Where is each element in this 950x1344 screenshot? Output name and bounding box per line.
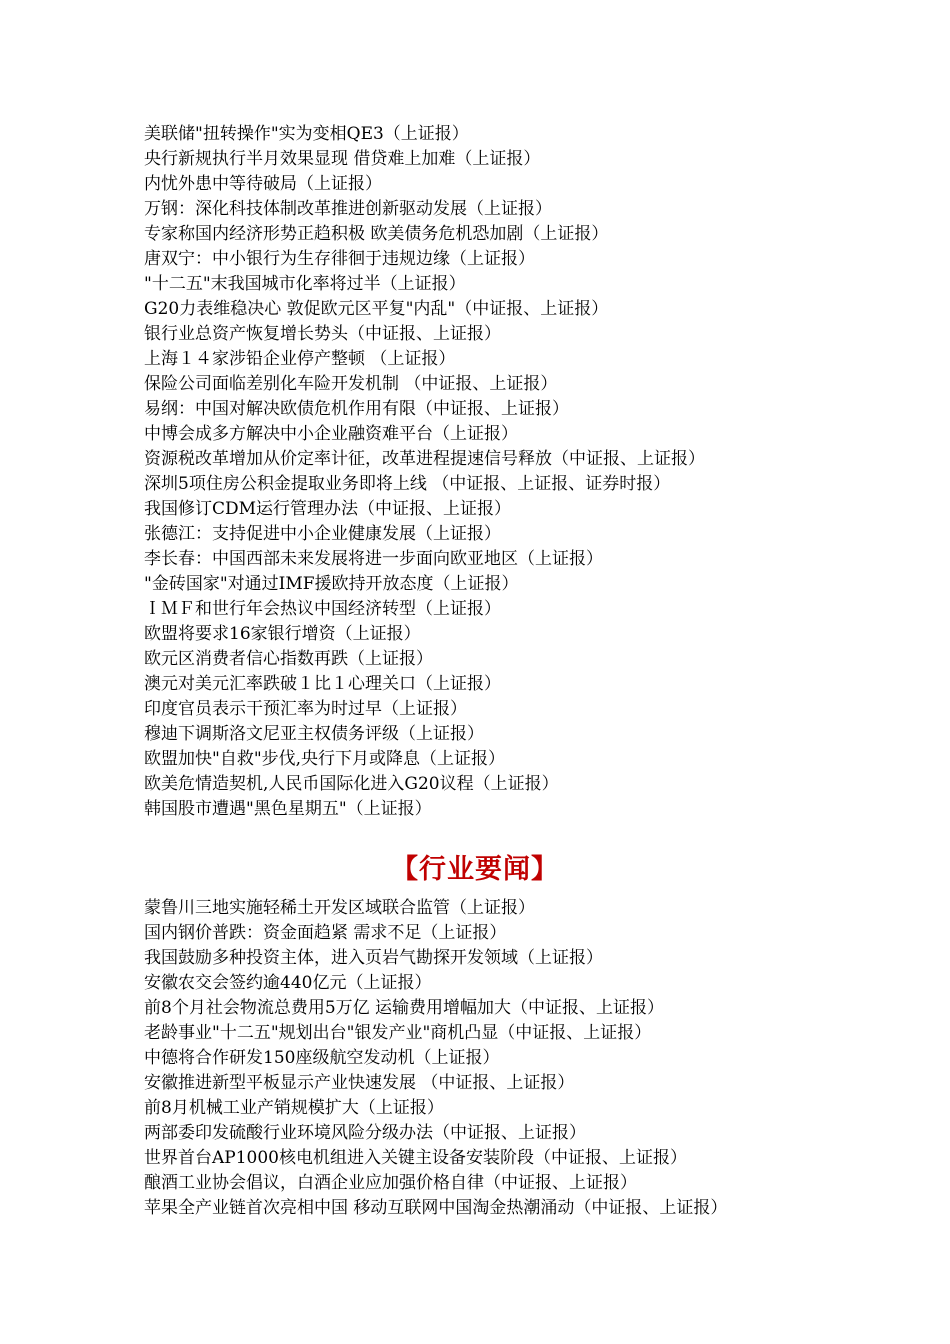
news-item: 李长春：中国西部未来发展将进一步面向欧亚地区（上证报） (144, 549, 603, 569)
news-item: 银行业总资产恢复增长势头（中证报、上证报） (144, 324, 501, 344)
news-item: ＩＭＦ和世行年会热议中国经济转型（上证报） (144, 599, 501, 619)
news-item: 内忧外患中等待破局（上证报） (144, 174, 382, 194)
news-item: 欧盟将要求16家银行增资（上证报） (144, 624, 421, 644)
news-item: 印度官员表示干预汇率为时过早（上证报） (144, 699, 467, 719)
news-item: 欧盟加快"自救"步伐,央行下月或降息（上证报） (144, 749, 506, 769)
news-item: 安徽农交会签约逾440亿元（上证报） (144, 973, 432, 993)
news-item: 前8月机械工业产销规模扩大（上证报） (144, 1098, 444, 1118)
news-item: 酿酒工业协会倡议，白酒企业应加强价格自律（中证报、上证报） (144, 1173, 637, 1193)
news-item: 穆迪下调斯洛文尼亚主权债务评级（上证报） (144, 724, 484, 744)
news-item: 两部委印发硫酸行业环境风险分级办法（中证报、上证报） (144, 1123, 586, 1143)
news-item: 我国修订CDM运行管理办法（中证报、上证报） (144, 499, 512, 519)
news-item: 唐双宁：中小银行为生存徘徊于违规边缘（上证报） (144, 249, 535, 269)
news-item: 国内钢价普跌：资金面趋紧 需求不足（上证报） (144, 923, 507, 943)
macro-news-list (144, 122, 705, 822)
news-item: "金砖国家"对通过IMF援欧持开放态度（上证报） (144, 574, 519, 594)
news-item: 上海１４家涉铅企业停产整顿 （上证报） (144, 349, 456, 369)
news-item: 我国鼓励多种投资主体，进入页岩气勘探开发领域（上证报） (144, 948, 603, 968)
news-item: "十二五"末我国城市化率将过半（上证报） (144, 274, 466, 294)
news-item: 深圳5项住房公积金提取业务即将上线 （中证报、上证报、证券时报） (144, 474, 671, 494)
news-item: 中博会成多方解决中小企业融资难平台（上证报） (144, 424, 518, 444)
news-item: 韩国股市遭遇"黑色星期五"（上证报） (144, 799, 432, 819)
news-item: 安徽推进新型平板显示产业快速发展 （中证报、上证报） (144, 1073, 575, 1093)
news-item: 资源税改革增加从价定率计征，改革进程提速信号释放（中证报、上证报） (144, 449, 705, 469)
news-item: 前8个月社会物流总费用5万亿 运输费用增幅加大（中证报、上证报） (144, 998, 665, 1018)
news-item: 美联储"扭转操作"实为变相QE3（上证报） (144, 124, 469, 144)
news-item: G20力表维稳决心 敦促欧元区平复"内乱"（中证报、上证报） (144, 299, 609, 319)
news-item: 世界首台AP1000核电机组进入关键主设备安装阶段（中证报、上证报） (144, 1148, 687, 1168)
news-item: 蒙鲁川三地实施轻稀土开发区域联合监管（上证报） (144, 898, 535, 918)
industry-section-title: 【行业要闻】 (391, 854, 559, 885)
news-item: 央行新规执行半月效果显现 借贷难上加难（上证报） (144, 149, 541, 169)
industry-news-list (144, 896, 727, 1221)
news-item: 张德江：支持促进中小企业健康发展（上证报） (144, 524, 501, 544)
news-item: 专家称国内经济形势正趋积极 欧美债务危机恐加剧（上证报） (144, 224, 609, 244)
news-item: 万钢：深化科技体制改革推进创新驱动发展（上证报） (144, 199, 552, 219)
news-item: 中德将合作研发150座级航空发动机（上证报） (144, 1048, 500, 1068)
news-item: 易纲：中国对解决欧债危机作用有限（中证报、上证报） (144, 399, 569, 419)
news-item: 老龄事业"十二五"规划出台"银发产业"商机凸显（中证报、上证报） (144, 1023, 652, 1043)
news-item: 保险公司面临差别化车险开发机制 （中证报、上证报） (144, 374, 558, 394)
news-item: 澳元对美元汇率跌破１比１心理关口（上证报） (144, 674, 501, 694)
news-item: 欧美危情造契机,人民币国际化进入G20议程（上证报） (144, 774, 559, 794)
news-item: 欧元区消费者信心指数再跌（上证报） (144, 649, 433, 669)
news-item: 苹果全产业链首次亮相中国 移动互联网中国淘金热潮涌动（中证报、上证报） (144, 1198, 728, 1218)
